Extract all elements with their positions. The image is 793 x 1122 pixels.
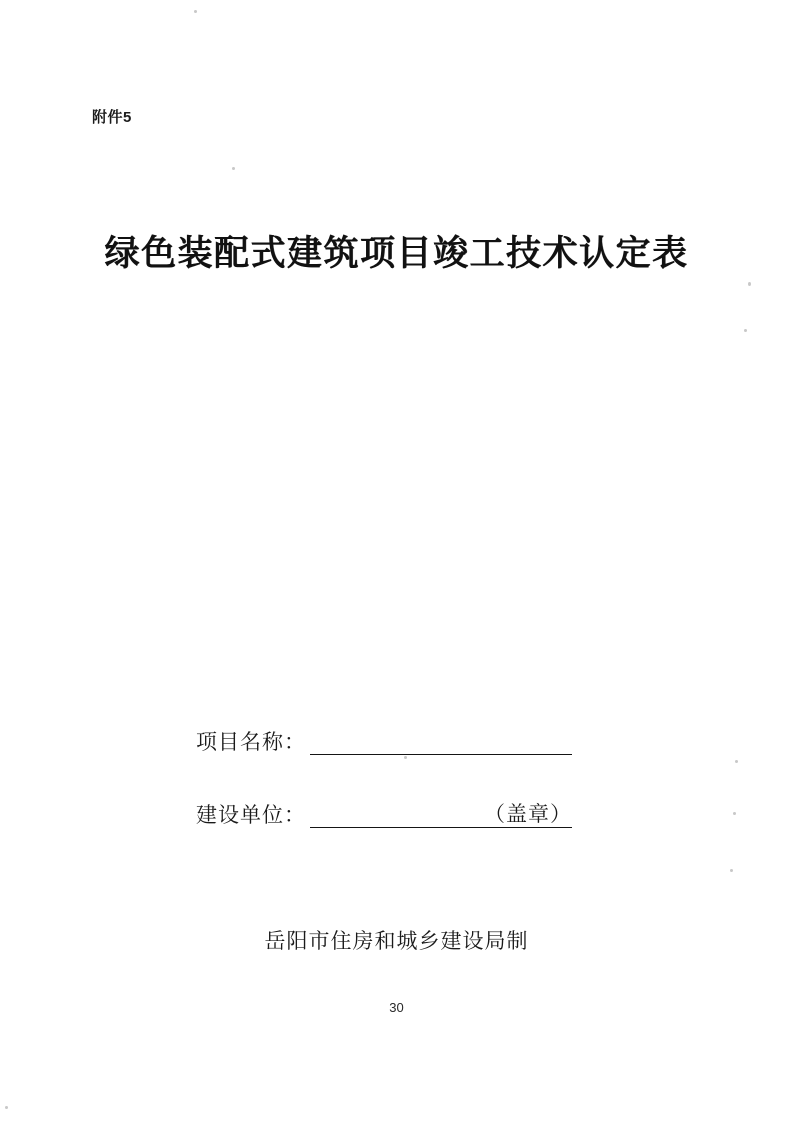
- scan-speck: [744, 329, 747, 332]
- attachment-label: 附件5: [92, 109, 132, 126]
- scan-speck: [194, 10, 197, 13]
- page-title: 绿色装配式建筑项目竣工技术认定表: [104, 234, 689, 273]
- form-row-project-name: [0, 728, 793, 755]
- construction-unit-input[interactable]: [310, 801, 572, 828]
- scan-speck: [748, 282, 751, 286]
- page-number: 30: [389, 1000, 404, 1015]
- construction-unit-label: 建设单位：: [196, 802, 306, 827]
- issuer-line: 岳阳市住房和城乡建设局制: [264, 929, 529, 953]
- seal-note: （盖章）: [484, 801, 572, 826]
- project-name-input[interactable]: [310, 728, 572, 755]
- form-fields: [0, 728, 793, 874]
- form-row-construction-unit: [0, 801, 793, 828]
- scan-speck: [5, 1106, 8, 1109]
- scan-speck: [232, 167, 235, 170]
- project-name-label: 项目名称：: [196, 729, 306, 754]
